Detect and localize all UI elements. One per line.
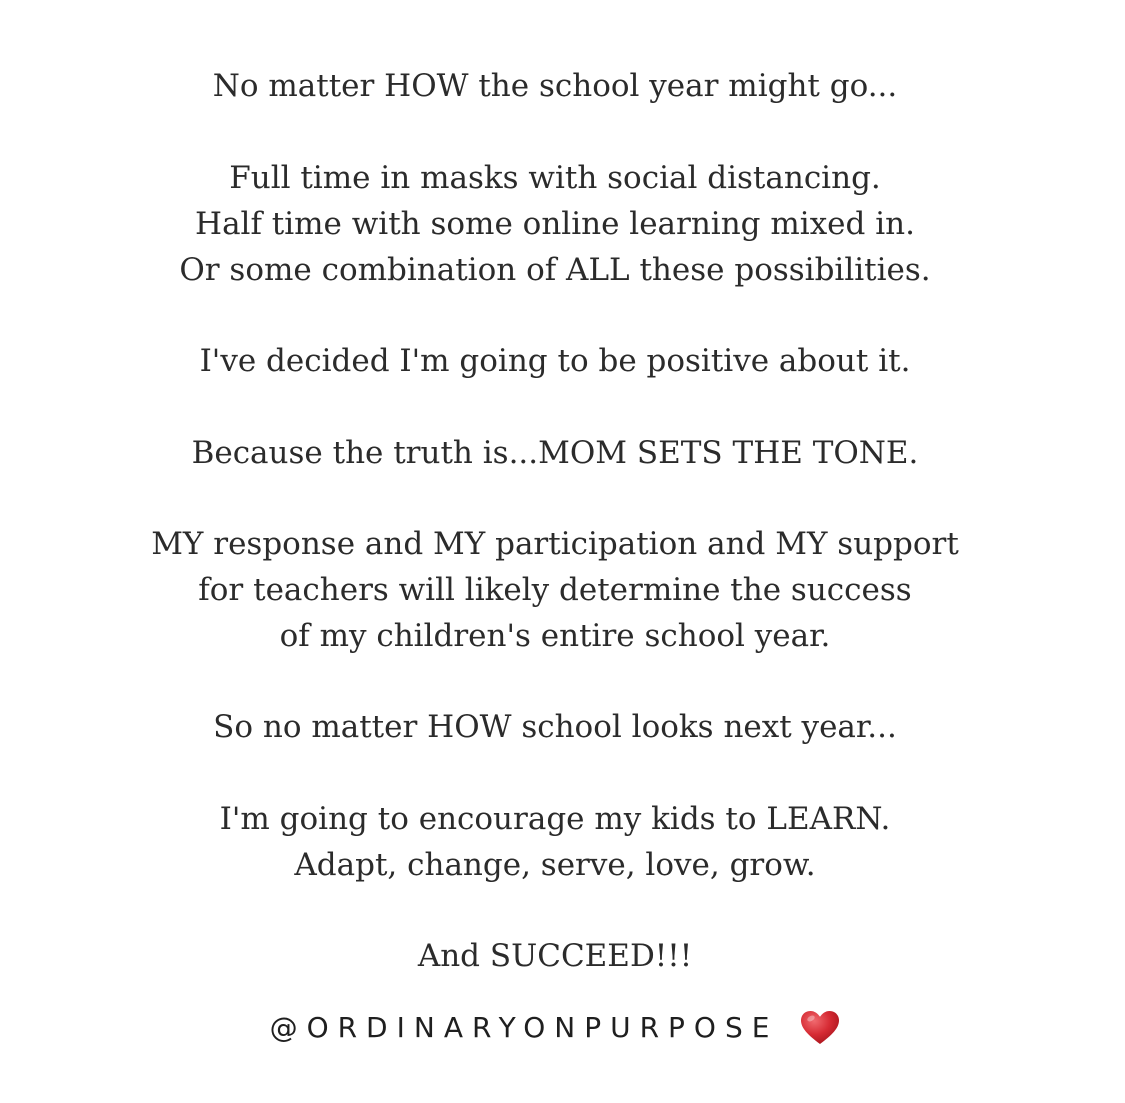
author-handle: @ORDINARYONPURPOSE [269, 1011, 779, 1044]
quote-line-9: of my children's entire school year. [279, 618, 831, 654]
quote-line-1: No matter HOW the school year might go... [212, 68, 898, 104]
quote-line-7: MY response and MY participation and MY support [151, 526, 959, 562]
signature-row [0, 1010, 1110, 1046]
quote-line-3: Half time with some online learning mixed in. [195, 206, 915, 242]
quote-line-2: Full time in masks with social distancing. [229, 160, 881, 196]
heart-icon [800, 1010, 840, 1046]
quote-line-8: for teachers will likely determine the success [198, 572, 912, 608]
quote-line-10: So no matter HOW school looks next year... [213, 709, 897, 745]
quote-line-11: I'm going to encourage my kids to LEARN. [219, 801, 891, 837]
quote-line-6: Because the truth is...MOM SETS THE TONE. [191, 435, 919, 471]
quote-line-13: And SUCCEED!!! [417, 938, 693, 974]
quote-line-4: Or some combination of ALL these possibilities. [179, 252, 931, 288]
quote-line-12: Adapt, change, serve, love, grow. [294, 847, 816, 883]
quote-line-5: I've decided I'm going to be positive about it. [199, 343, 911, 379]
